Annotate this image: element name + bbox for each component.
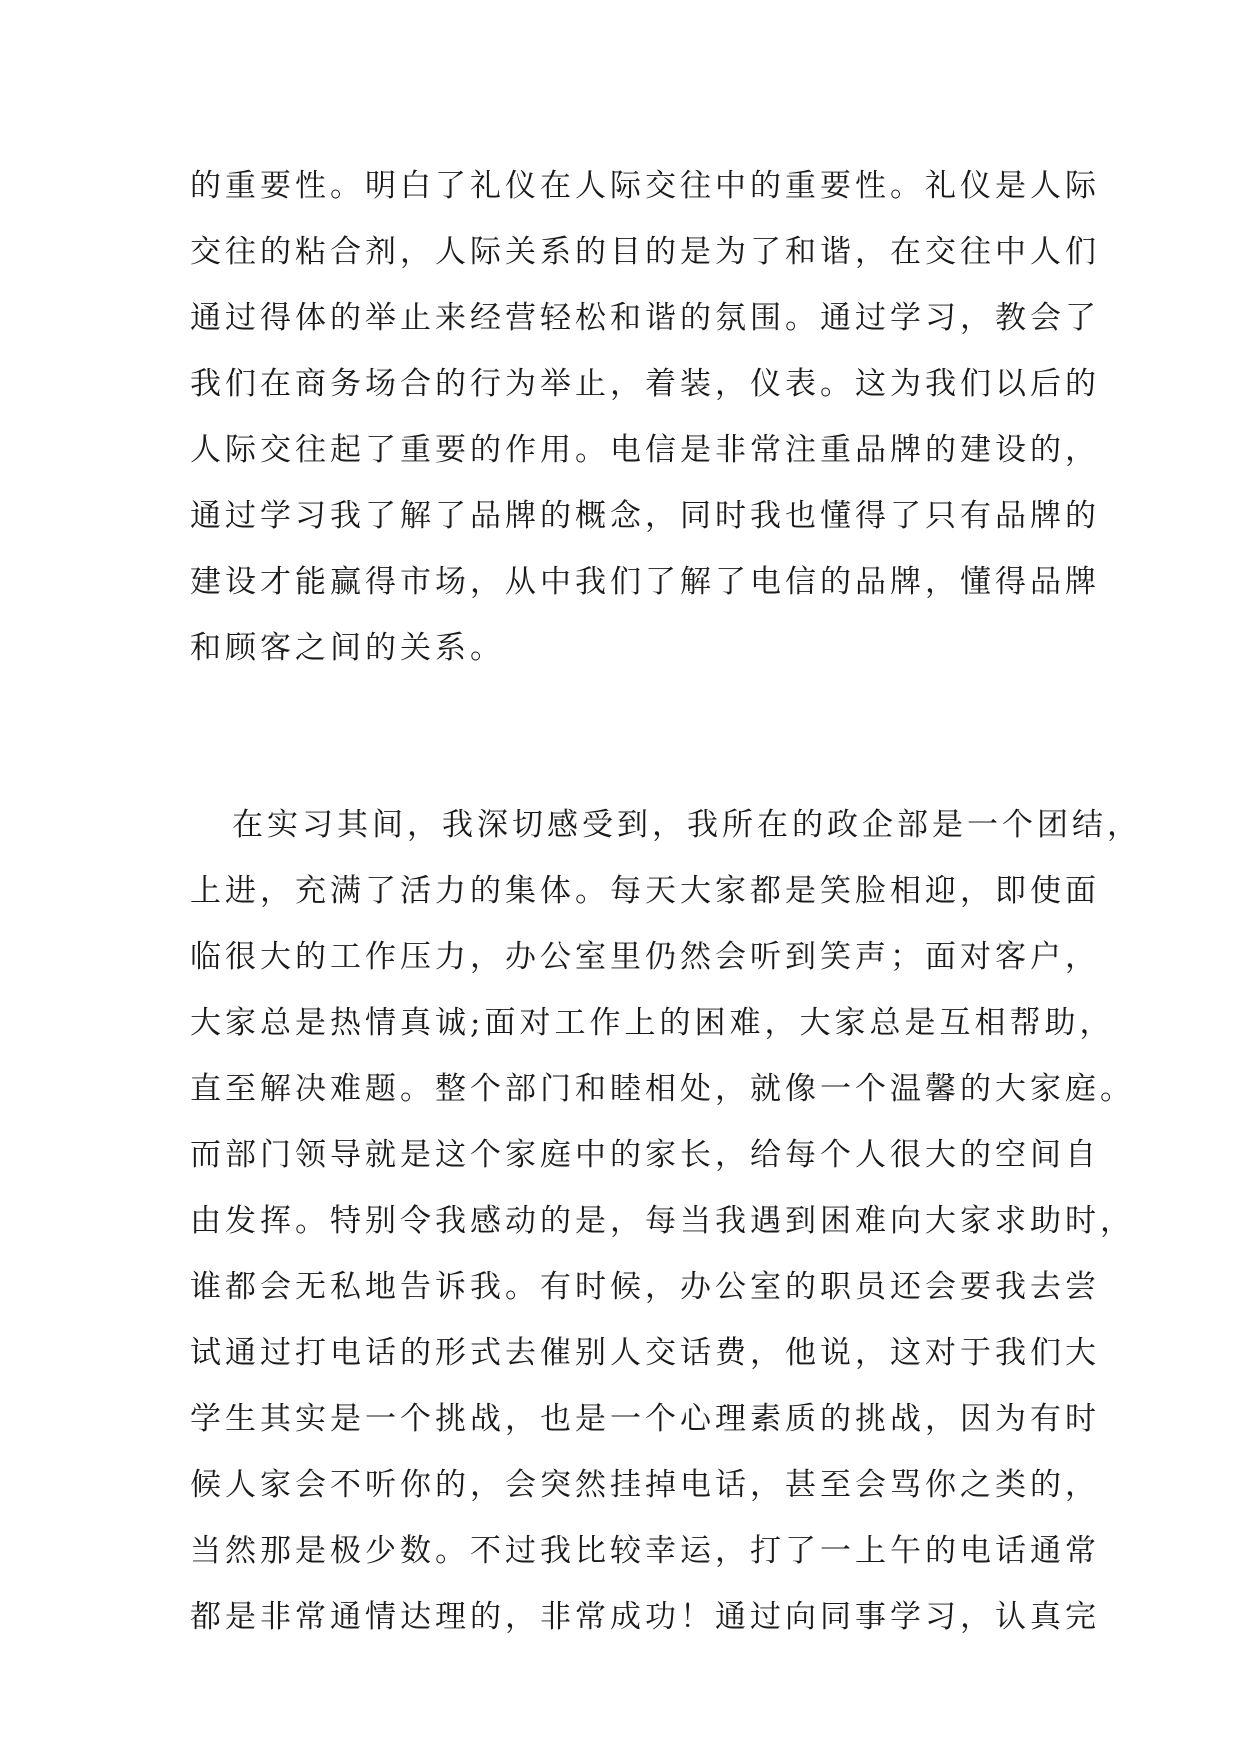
text-line: 人际交往起了重要的作用。电信是非常注重品牌的建设的， (190, 432, 1100, 468)
text-line: 临很大的工作压力，办公室里仍然会听到笑声；面对客户， (190, 939, 1100, 975)
text-line: 我们在商务场合的行为举止，着装，仪表。这为我们以后的 (190, 366, 1100, 402)
text-line: 上进，充满了活力的集体。每天大家都是笑脸相迎，即使面 (190, 873, 1100, 909)
text-line: 谁都会无私地告诉我。有时候，办公室的职员还会要我去尝 (190, 1269, 1100, 1305)
text-line: 当然那是极少数。不过我比较幸运，打了一上午的电话通常 (190, 1533, 1100, 1569)
text-line: 在实习其间，我深切感受到，我所在的政企部是一个团结， (232, 807, 1142, 843)
text-line: 的重要性。明白了礼仪在人际交往中的重要性。礼仪是人际 (190, 168, 1100, 204)
text-line: 建设才能赢得市场，从中我们了解了电信的品牌，懂得品牌 (190, 564, 1100, 600)
text-line: 直至解决难题。整个部门和睦相处，就像一个温馨的大家庭。 (190, 1071, 1135, 1107)
text-line: 而部门领导就是这个家庭中的家长，给每个人很大的空间自 (190, 1137, 1100, 1173)
text-line: 候人家会不听你的，会突然挂掉电话，甚至会骂你之类的， (190, 1467, 1100, 1503)
text-line: 通过学习我了解了品牌的概念，同时我也懂得了只有品牌的 (190, 498, 1100, 534)
text-line: 交往的粘合剂，人际关系的目的是为了和谐，在交往中人们 (190, 234, 1100, 270)
text-line: 大家总是热情真诚;面对工作上的困难，大家总是互相帮助， (190, 1005, 1115, 1041)
text-line: 和顾客之间的关系。 (190, 630, 505, 666)
text-line: 通过得体的举止来经营轻松和谐的氛围。通过学习，教会了 (190, 300, 1100, 336)
text-line: 都是非常通情达理的，非常成功！通过向同事学习，认真完 (190, 1599, 1100, 1635)
text-line: 学生其实是一个挑战，也是一个心理素质的挑战，因为有时 (190, 1401, 1100, 1437)
text-line: 试通过打电话的形式去催别人交话费，他说，这对于我们大 (190, 1335, 1100, 1371)
text-line: 由发挥。特别令我感动的是，每当我遇到困难向大家求助时， (190, 1203, 1135, 1239)
paragraph-internship-experience (190, 792, 1142, 1650)
paragraph-etiquette-and-brand (190, 153, 1100, 681)
